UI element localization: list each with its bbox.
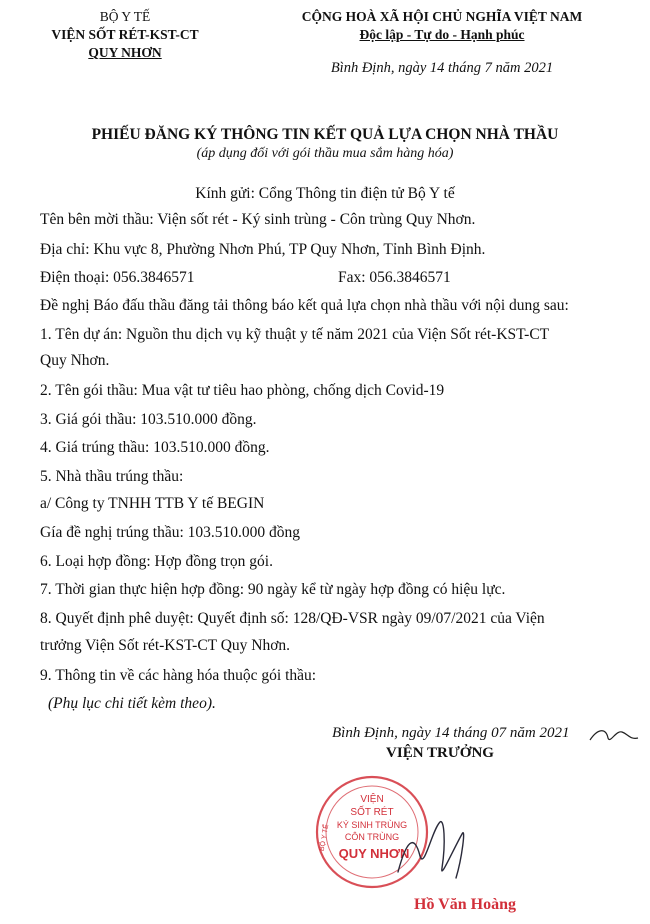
document-subtitle: (áp dụng đối với gói thầu mua sắm hàng hóa) [196, 146, 454, 161]
signature-position: VIỆN TRƯỞNG [386, 745, 494, 761]
signature-place-date: Bình Định, ngày 14 tháng 07 năm 2021 [332, 725, 570, 741]
fax: Fax: 056.3846571 [338, 269, 451, 286]
request-text: Đề nghị Báo đấu thầu đăng tải thông báo kết quả lựa chọn nhà thầu với nội dung sau: [40, 297, 569, 314]
contractor: a/ Công ty TNHH TTB Y tế BEGIN [40, 495, 265, 512]
country-name: CỘNG HOÀ XÃ HỘI CHỦ NGHĨA VIỆT NAM [301, 9, 583, 24]
ministry-name: BỘ Y TẾ [99, 9, 151, 24]
stamp-line-5: QUY NHƠN [338, 846, 410, 861]
item-8-line-1: 8. Quyết định phê duyệt: Quyết định số: 128/QĐ-VSR ngày 09/07/2021 của Viện [40, 610, 545, 627]
stamp-line-2: SỐT RÉT [350, 807, 394, 818]
stamp-line-3: KÝ SINH TRÙNG [336, 820, 408, 830]
institute-city: QUY NHƠN [88, 45, 162, 60]
handwritten-signature [392, 812, 472, 892]
stamp-line-4: CÔN TRÙNG [344, 832, 400, 842]
inviter: Tên bên mời thầu: Viện sốt rét - Ký sinh trùng - Côn trùng Quy Nhơn. [40, 211, 476, 228]
document-title: PHIẾU ĐĂNG KÝ THÔNG TIN KẾT QUẢ LỰA CHỌN NHÀ THẦU [91, 126, 559, 143]
header-left [40, 8, 210, 62]
phone: Điện thoại: 056.3846571 [40, 269, 195, 286]
address: Địa chỉ: Khu vực 8, Phường Nhơn Phú, TP Quy Nhơn, Tỉnh Bình Định. [40, 241, 486, 258]
appendix-note: (Phụ lục chi tiết kèm theo). [48, 695, 216, 712]
item-1-line-2: Quy Nhơn. [40, 352, 110, 369]
header-place-date: Bình Định, ngày 14 tháng 7 năm 2021 [330, 60, 554, 76]
proposed-price: Gía đề nghị trúng thầu: 103.510.000 đồng [40, 524, 301, 541]
item-5: 5. Nhà thầu trúng thầu: [40, 468, 184, 485]
item-1-line-1: 1. Tên dự án: Nguồn thu dịch vụ kỹ thuật y tế năm 2021 của Viện Sốt rét-KST-CT [40, 326, 550, 343]
item-8-line-2: trưởng Viện Sốt rét-KST-CT Quy Nhơn. [40, 637, 291, 654]
item-6: 6. Loại hợp đồng: Hợp đồng trọn gói. [40, 553, 273, 570]
motto: Độc lập - Tự do - Hạnh phúc [359, 27, 525, 42]
header-right [262, 8, 622, 44]
stamp-side-text: BỘ Y TẾ [318, 823, 331, 852]
handwritten-mark [588, 724, 640, 746]
item-3: 3. Giá gói thầu: 103.510.000 đồng. [40, 411, 257, 428]
item-7: 7. Thời gian thực hiện hợp đồng: 90 ngày kể từ ngày hợp đồng có hiệu lực. [40, 581, 506, 598]
signer-name: Hồ Văn Hoàng [414, 896, 516, 913]
item-9: 9. Thông tin về các hàng hóa thuộc gói thầu: [40, 667, 317, 684]
recipient: Kính gửi: Cổng Thông tin điện tử Bộ Y tế [195, 185, 455, 202]
item-2: 2. Tên gói thầu: Mua vật tư tiêu hao phòng, chống dịch Covid-19 [40, 382, 445, 399]
stamp-line-1: VIỆN [360, 794, 384, 805]
institute-name: VIỆN SỐT RÉT-KST-CT [51, 27, 199, 42]
item-4: 4. Giá trúng thầu: 103.510.000 đồng. [40, 439, 270, 456]
